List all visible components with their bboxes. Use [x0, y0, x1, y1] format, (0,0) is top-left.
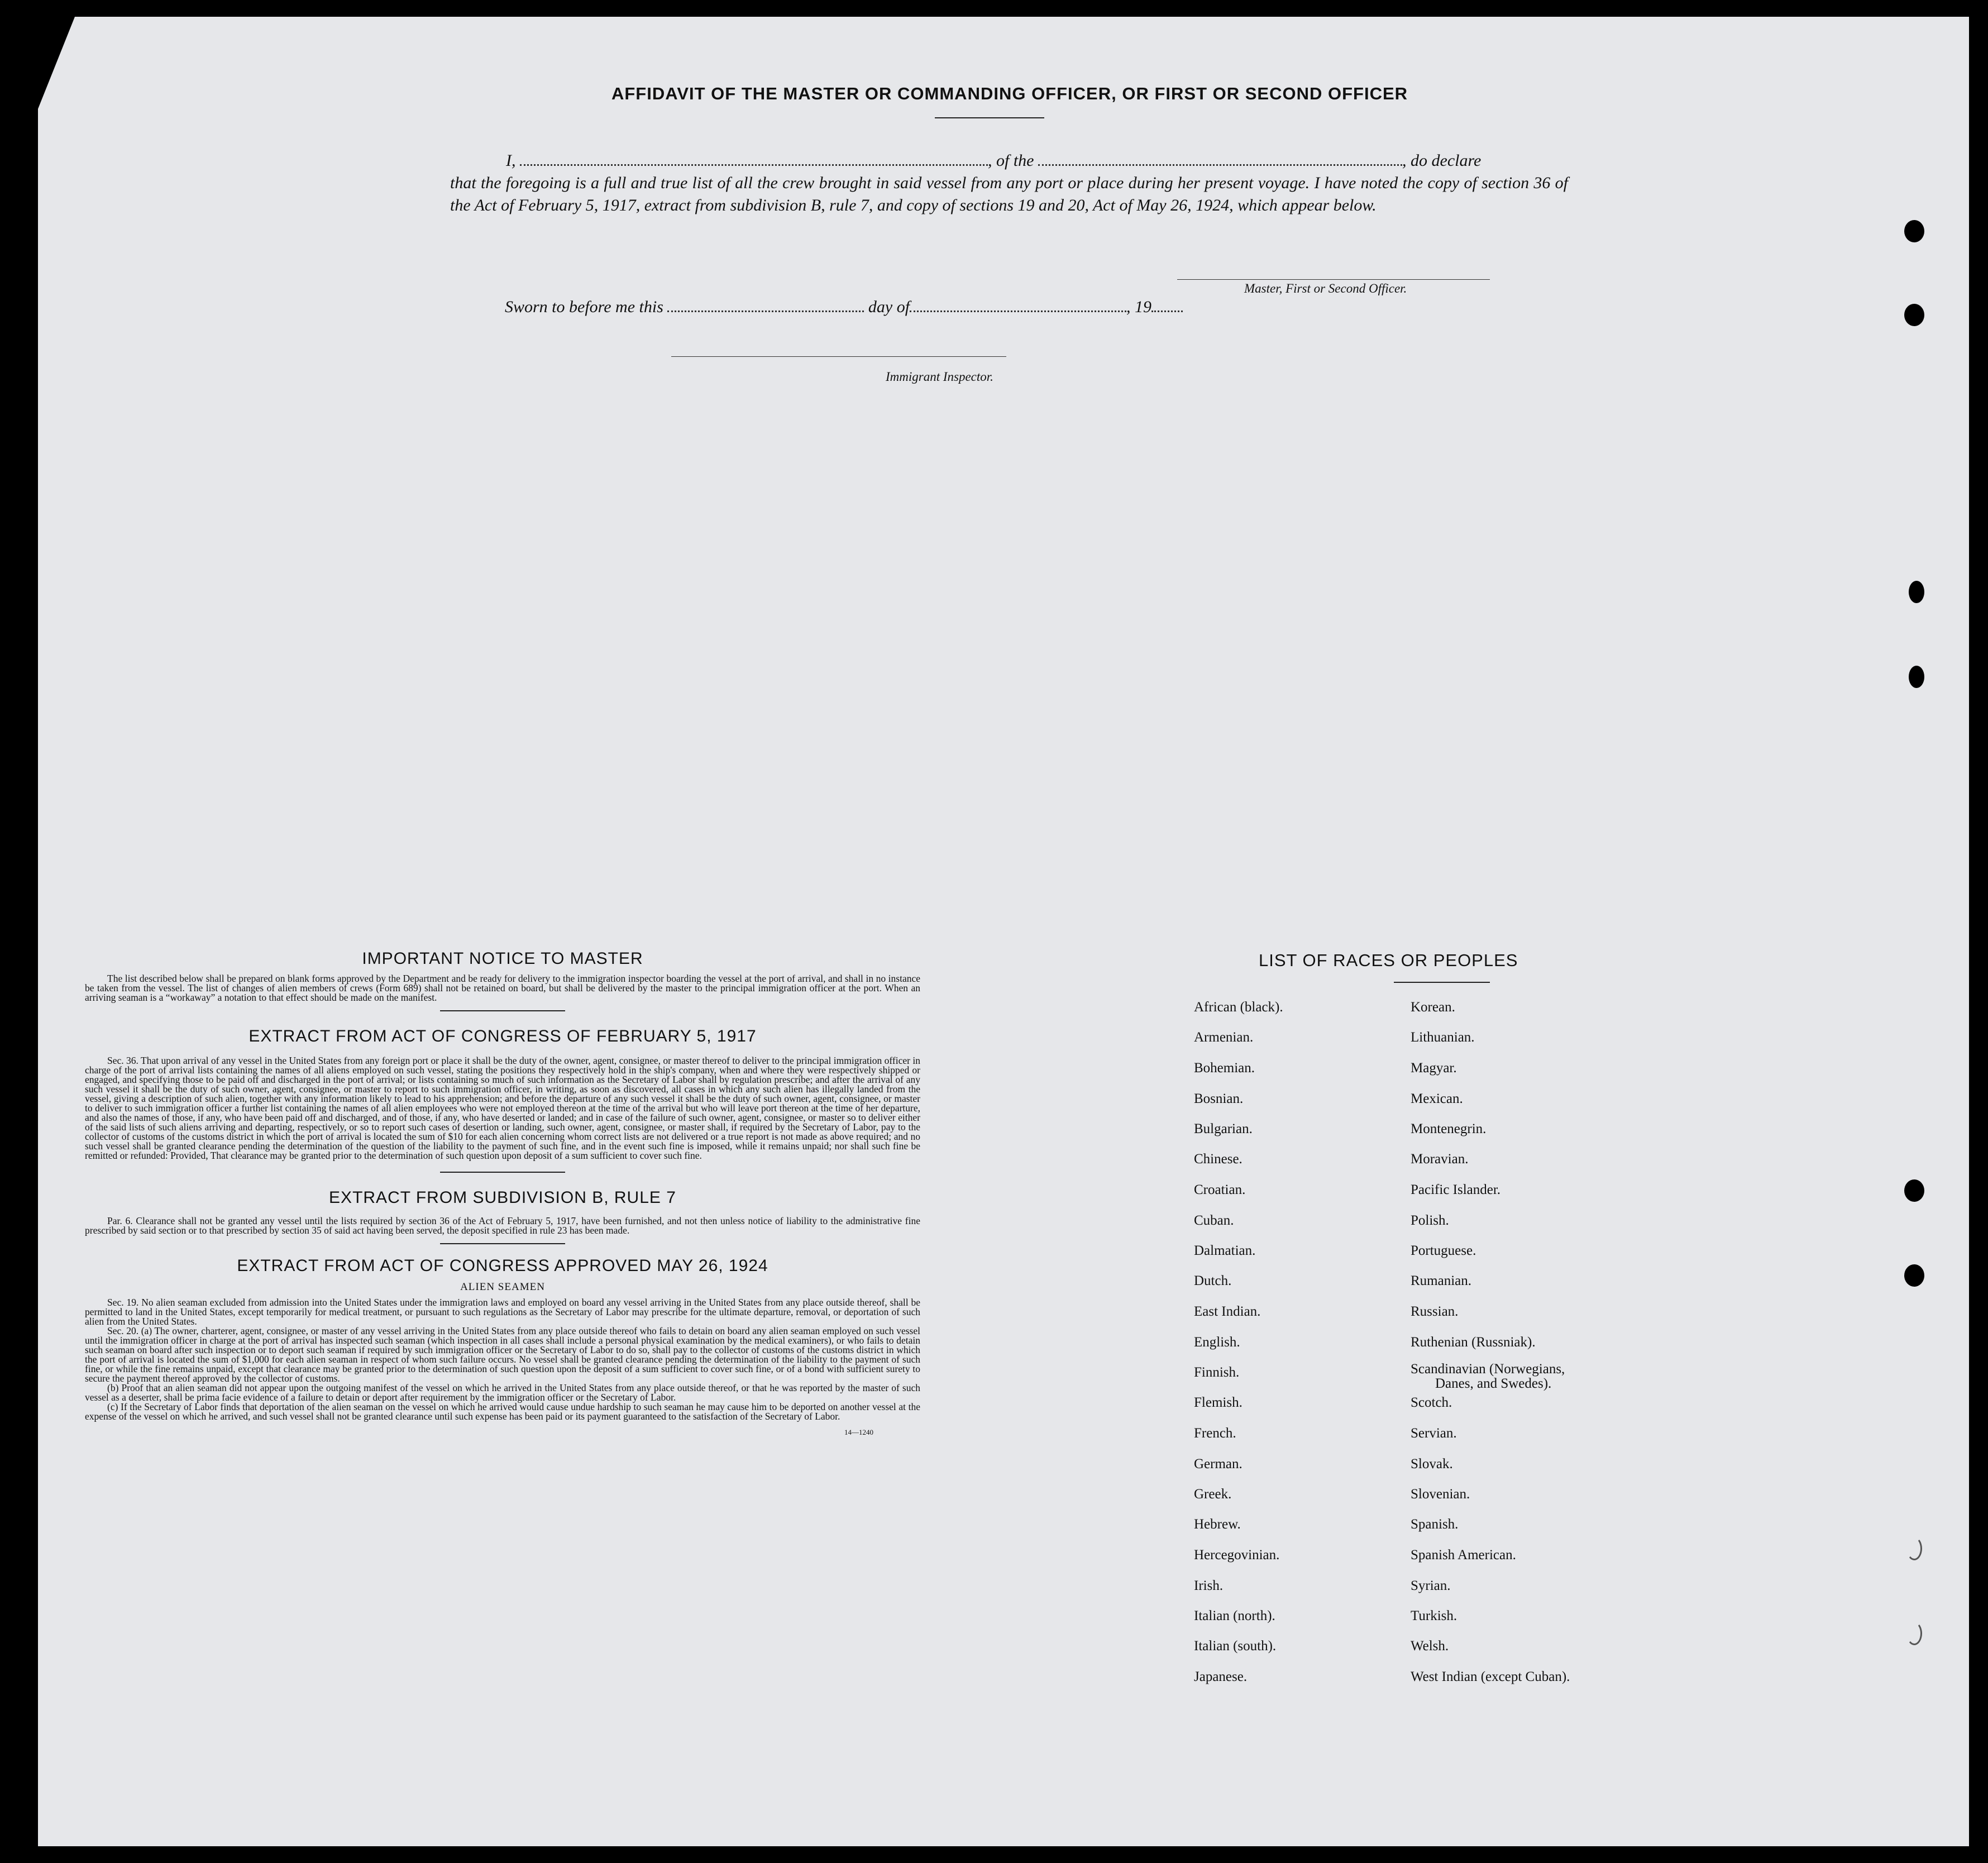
divider	[440, 1172, 565, 1173]
affidavit-body: that the foregoing is a full and true list of all the crew brought in said vessel from any port or place during her present voyage. I have noted the copy of section 36 of the Act of February 5, 1917, extract from subdivision B, rule 7, and copy of sections 19 and 20, Act of May 26, 1924, which appear below.	[450, 174, 1568, 214]
race-item: Irish.	[1194, 1578, 1224, 1593]
race-item: Bulgarian.	[1194, 1121, 1253, 1136]
race-item: Welsh.	[1411, 1639, 1449, 1654]
sec20b-text: (b) Proof that an alien seaman did not appear upon the outgoing manifest of the vessel on which he arrived in the United States from any place outside thereof, or that he was reported by the master of such vessel as a deserter, shall be prima facie evidence of a failure to detain or deport after requirement by the immigration officer or the Secretary of Labor.	[85, 1382, 920, 1403]
race-item: Greek.	[1194, 1487, 1232, 1502]
race-item: African (black).	[1194, 1000, 1283, 1015]
race-item: Cuban.	[1194, 1213, 1234, 1228]
race-item: East Indian.	[1194, 1304, 1261, 1319]
form-page	[38, 17, 1969, 1846]
race-item: Polish.	[1411, 1213, 1449, 1228]
race-item: Croatian.	[1194, 1182, 1246, 1197]
punch-hole	[1904, 1179, 1924, 1202]
race-item: Rumanian.	[1411, 1273, 1472, 1288]
race-item: Dutch.	[1194, 1273, 1232, 1288]
inspector-label: Immigrant Inspector.	[886, 370, 993, 384]
race-item: Turkish.	[1411, 1608, 1457, 1623]
race-item: Armenian.	[1194, 1030, 1254, 1045]
extract-rule7-text: Par. 6. Clearance shall not be granted any vessel until the lists required by section 36 of the Act of February 5, 1917, have been furnished, and not then unless notice of liability to the administrative fine prescribed by said section or to that prescribed by section 35 of said act having been served, the deposit specified in rule 23 has been made.	[85, 1215, 920, 1236]
extract-rule7-title: EXTRACT FROM SUBDIVISION B, RULE 7	[329, 1188, 676, 1207]
year-label: , 19	[1126, 298, 1152, 316]
sec20a-text: Sec. 20. (a) The owner, charterer, agent, consignee, or master of any vessel arriving in the United States from any place outside thereof who fails to detain on board any alien seaman employed on such vessel until the immigration officer in charge at the port of arrival has inspected such seaman (which inspection in all cases shall include a personal physical examination by the medical examiners), or who fails to detain such seaman on board after such inspection or to deport such seaman if required by such immigration officer or the Secretary of Labor to do so, shall pay to the collector of customs of the customs district in which the port of arrival is located the sum of $1,000 for each alien seaman in respect of whom such failure occurs. No vessel shall be granted clearance pending the determination of the liability to the payment of such fine, or while the fine remains unpaid, except that clearance may be granted prior to the determination of such question upon the deposit of a sum sufficient to cover such fine, or of a bond with sufficient surety to secure the payment thereof approved by the collector of customs.	[85, 1325, 920, 1384]
sworn-line	[505, 296, 1183, 317]
race-item: Montenegrin.	[1411, 1121, 1487, 1136]
inspector-signature-line[interactable]	[671, 356, 1006, 357]
race-item: Spanish American.	[1411, 1547, 1516, 1563]
extract-1924-title: EXTRACT FROM ACT OF CONGRESS APPROVED MAY 26, 1924	[237, 1257, 768, 1275]
race-item: Korean.	[1411, 1000, 1455, 1015]
sworn-label: Sworn to before me this	[505, 298, 663, 316]
affidavit-declaration	[450, 150, 1568, 217]
race-item: West Indian (except Cuban).	[1411, 1669, 1570, 1684]
race-item: Bohemian.	[1194, 1061, 1255, 1076]
notice-title: IMPORTANT NOTICE TO MASTER	[362, 949, 643, 968]
declarant-name-field[interactable]	[520, 150, 988, 166]
declare-suffix: , do declare	[1402, 151, 1482, 170]
punch-hole	[1909, 666, 1924, 688]
divider	[440, 1010, 565, 1011]
sec20c-text: (c) If the Secretary of Labor finds that deportation of the alien seaman on the vessel on which he arrived would cause undue hardship to such seaman he may cause him to be deported on another vessel at the expense of the vessel on which he arrived, and such vessel shall not be granted clearance until such expense has been paid or its payment guaranteed to the satisfaction of the Secretary of Labor.	[85, 1401, 920, 1422]
affidavit-title: AFFIDAVIT OF THE MASTER OR COMMANDING OFFICER, OR FIRST OR SECOND OFFICER	[611, 84, 1408, 103]
race-item: Slovenian.	[1411, 1487, 1470, 1502]
extract-1917-text: Sec. 36. That upon arrival of any vessel in the United States from any foreign port or place it shall be the duty of the owner, agent, consignee, or master thereof to deliver to the principal immigration officer in charge of the port of arrival lists containing the names of all aliens employed on such vessel, stating the positions they respectively hold in the ship's company, when and where they were respectively shipped or engaged, and specifying those to be paid off and discharged in the port of arrival; or lists containing so much of such information as the Secretary of Labor shall by regulation prescribe; and after the arrival of any such vessel it shall be the duty of such owner, agent, consignee, or master to report to such immigration officer, in writing, as soon as discovered, all cases in which any such alien has illegally landed from the vessel, giving a description of such alien, together with any information likely to lead to his apprehension; and before the departure of any such vessel it shall be the duty of such owner, agent, consignee, or master to deliver to such immigration officer a further list containing the names of all alien employees who were not employed thereon at the time of the arrival but who will leave port thereon at the time of her departure, and also the names of those, if any, who have been paid off and discharged, and of those, if any, who have deserted or landed; and in case of the failure of such owner, agent, consignee, or master so to deliver either of the said lists of such aliens arriving and departing, respectively, or so to report such cases of desertion or landing, such owner, agent, consignee, or master shall, if required by the Secretary of Labor, pay to the collector of customs of the customs district in which the port of arrival is located the sum of $10 for each alien concerning whom correct lists are not delivered or a true report is not made as above required; and no such vessel shall be granted clearance pending the determination of the question of the liability to the payment of such fine, and in the event such fine is imposed, while it remains unpaid; nor shall such fine be remitted or refunded: Provided, That clearance may be granted prior to the determination of such question upon deposit of a sum sufficient to cover such fine.	[85, 1055, 920, 1161]
race-item: Spanish.	[1411, 1517, 1459, 1532]
folded-corner	[38, 17, 77, 123]
race-item: Italian (north).	[1194, 1608, 1275, 1623]
punch-hole	[1904, 220, 1924, 242]
race-item: Moravian.	[1411, 1152, 1469, 1167]
master-signature-line[interactable]	[1177, 279, 1490, 280]
sworn-month-field[interactable]	[910, 296, 1126, 312]
form-number: 14—1240	[844, 1428, 873, 1436]
race-item: Slovak.	[1411, 1456, 1453, 1472]
extract-1917-title: EXTRACT FROM ACT OF CONGRESS OF FEBRUARY 5, 1917	[248, 1027, 757, 1045]
race-item: Hercegovinian.	[1194, 1547, 1280, 1563]
race-item: Syrian.	[1411, 1578, 1451, 1593]
divider	[935, 117, 1044, 118]
race-item: Hebrew.	[1194, 1517, 1241, 1532]
vessel-prefix: , of the	[988, 151, 1034, 170]
race-item: Scandinavian (Norwegians,	[1411, 1362, 1565, 1377]
day-of-label: day of	[868, 298, 910, 316]
race-item: Chinese.	[1194, 1152, 1242, 1167]
race-item: Servian.	[1411, 1426, 1457, 1441]
race-item: English.	[1194, 1335, 1240, 1350]
race-item: Pacific Islander.	[1411, 1182, 1501, 1197]
race-item-continuation: Danes, and Swedes).	[1435, 1376, 1552, 1391]
sec19-text: Sec. 19. No alien seaman excluded from admission into the United States under the immigration laws and employed on board any vessel arriving in the United States from any place outside thereof, shall be permitted to land in the United States, except temporarily for medical treatment, or pursuant to such regulations as the Secretary of Labor may prescribe for the ultimate departure, removal, or deportation of such alien from the United States.	[85, 1297, 920, 1327]
alien-seamen-subtitle: ALIEN SEAMEN	[460, 1281, 545, 1293]
races-title: LIST OF RACES OR PEOPLES	[1259, 950, 1518, 970]
race-item: Ruthenian (Russniak).	[1411, 1335, 1536, 1350]
race-item: Portuguese.	[1411, 1243, 1476, 1258]
divider	[1394, 982, 1490, 983]
master-signature-label: Master, First or Second Officer.	[1244, 281, 1407, 295]
punch-hole	[1904, 304, 1924, 326]
race-item: German.	[1194, 1456, 1242, 1472]
divider	[440, 1243, 565, 1244]
race-item: Italian (south).	[1194, 1639, 1277, 1654]
punch-hole	[1909, 581, 1924, 603]
punch-hole	[1906, 1622, 1922, 1645]
sworn-year-field[interactable]	[1151, 296, 1183, 312]
race-item: Russian.	[1411, 1304, 1459, 1319]
race-item: Bosnian.	[1194, 1091, 1244, 1106]
race-item: Finnish.	[1194, 1365, 1240, 1380]
race-item: Mexican.	[1411, 1091, 1463, 1106]
punch-hole	[1904, 1264, 1924, 1287]
legal-notices	[85, 949, 920, 1437]
race-item: Dalmatian.	[1194, 1243, 1256, 1258]
race-item: Japanese.	[1194, 1669, 1248, 1684]
race-item: Magyar.	[1411, 1061, 1457, 1076]
vessel-name-field[interactable]	[1038, 150, 1402, 166]
notice-text: The list described below shall be prepared on blank forms approved by the Department and be ready for delivery to the immigration inspector boarding the vessel at the port of arrival, and shall in no instance be taken from the vessel. The list of changes of alien members of crews (Form 689) shall not be retained on board, but shall be delivered by the master to the principal immigration officer at the port. When an arriving seaman is a “workaway” a notation to that effect should be made on the manifest.	[85, 973, 920, 1003]
race-item: Scotch.	[1411, 1395, 1452, 1410]
race-item: Lithuanian.	[1411, 1030, 1475, 1045]
race-item: Flemish.	[1194, 1395, 1242, 1410]
sworn-day-field[interactable]	[667, 296, 864, 312]
punch-hole	[1906, 1537, 1922, 1560]
race-item: French.	[1194, 1426, 1236, 1441]
declarant-prefix: I,	[506, 151, 516, 170]
